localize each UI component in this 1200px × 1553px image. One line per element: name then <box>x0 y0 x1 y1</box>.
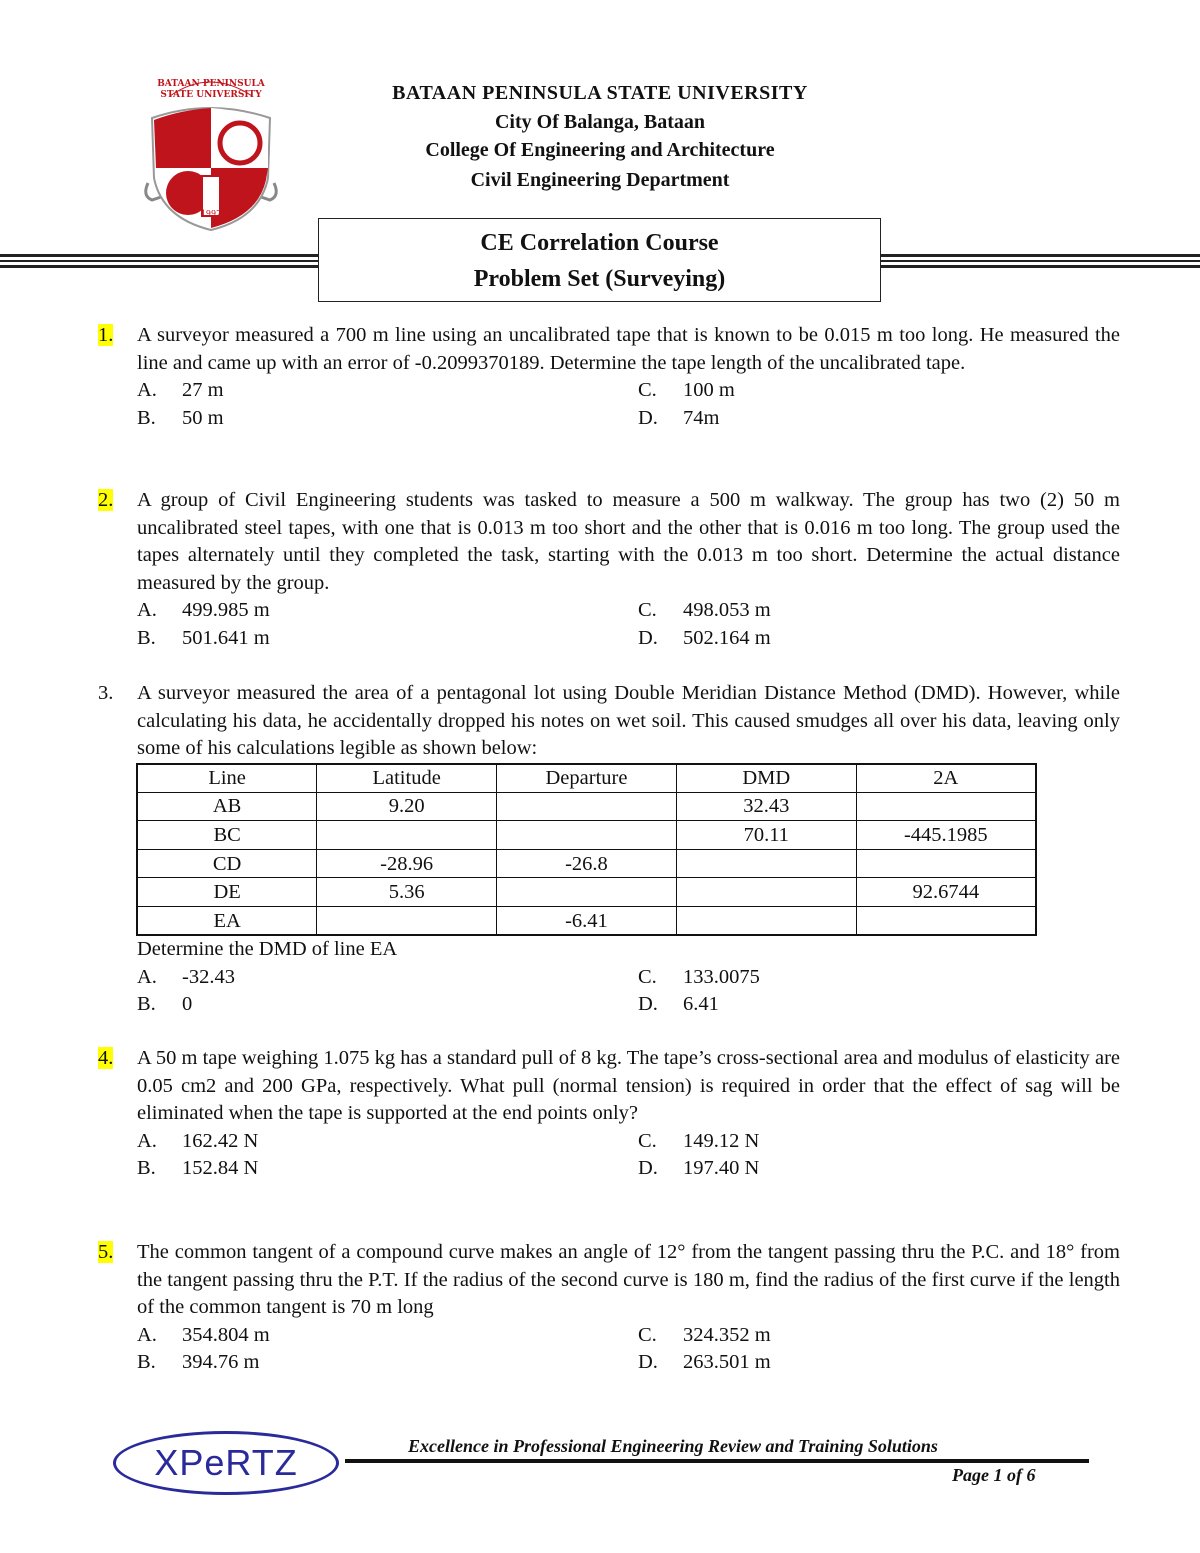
cell: 32.43 <box>676 792 856 821</box>
option-c[interactable]: C. 324.352 m <box>638 1323 771 1346</box>
header-cell: Latitude <box>317 764 497 793</box>
answer-options <box>137 1128 1120 1183</box>
cell: 5.36 <box>317 878 497 907</box>
question-text: A surveyor measured the area of a pentagonal lot using Double Meridian Distance Method (DMD). However, while calculating his data, he accidentally dropped his notes on wet soil. This caused smudges all over his data, leaving only some of his calculations legible as shown below: <box>137 682 1120 759</box>
question-1 <box>98 322 1120 432</box>
header-rule-right <box>881 254 1200 268</box>
university-logo <box>140 68 282 238</box>
header-cell: 2A <box>856 764 1036 793</box>
option-a[interactable]: A. -32.43 <box>137 965 235 988</box>
xpertz-logo: XPeRTZ <box>113 1431 339 1495</box>
cell <box>856 906 1036 935</box>
answer-options <box>137 377 1120 432</box>
option-b[interactable]: B. 501.641 m <box>137 626 270 649</box>
question-3 <box>98 680 1120 1019</box>
option-c[interactable]: C. 100 m <box>638 379 735 401</box>
answer-options <box>137 1322 1120 1377</box>
cell: -6.41 <box>497 906 677 935</box>
footer-tagline: Excellence in Professional Engineering Review and Training Solutions <box>408 1436 938 1456</box>
option-c[interactable]: C. 498.053 m <box>638 599 771 621</box>
table-row <box>137 878 1036 907</box>
cell: 92.6744 <box>856 878 1036 907</box>
header-cell: DMD <box>676 764 856 793</box>
option-a[interactable]: A. 354.804 m <box>137 1323 270 1346</box>
cell <box>497 878 677 907</box>
svg-text:BATAAN PENINSULA: BATAAN PENINSULA <box>157 79 265 89</box>
cell: DE <box>137 878 317 907</box>
cell: -26.8 <box>497 849 677 878</box>
cell <box>676 849 856 878</box>
cell <box>676 906 856 935</box>
cell: -28.96 <box>317 849 497 878</box>
cell <box>676 878 856 907</box>
question-number: 3. <box>98 682 114 704</box>
question-prompt: Determine the DMD of line EA <box>137 938 398 961</box>
cell: 9.20 <box>317 792 497 821</box>
option-d[interactable]: D. 74m <box>638 406 720 429</box>
option-d[interactable]: D. 502.164 m <box>638 626 771 649</box>
option-c[interactable]: C. 133.0075 <box>638 965 760 988</box>
cell: EA <box>137 906 317 935</box>
answer-options <box>137 964 1120 1019</box>
question-4 <box>98 1045 1120 1183</box>
cell <box>497 792 677 821</box>
question-number: 5. <box>98 1241 114 1263</box>
university-name: BATAAN PENINSULA STATE UNIVERSITY <box>392 82 808 104</box>
cell: AB <box>137 792 317 821</box>
question-text: The common tangent of a compound curve makes an angle of 12° from the tangent passing thru the P.C. and 18° from the tangent passing thru the P.T. If the radius of the second curve is 180 m, find the radius of the first curve if the length of the common tangent is 70 m long <box>137 1241 1120 1318</box>
question-text: A 50 m tape weighing 1.075 kg has a standard pull of 8 kg. The tape’s cross-sectional area and modulus of elasticity are 0.05 cm2 and 200 GPa, respectively. What pull (normal tension) is required in order that the effect of sag will be eliminated when the tape is supported at the end points only? <box>137 1047 1120 1124</box>
option-a[interactable]: A. 162.42 N <box>137 1129 259 1152</box>
header-cell: Departure <box>497 764 677 793</box>
footer-rule <box>345 1459 1089 1463</box>
option-c[interactable]: C. 149.12 N <box>638 1129 760 1152</box>
course-title: CE Correlation Course <box>480 230 719 256</box>
question-number: 1. <box>98 324 114 346</box>
svg-text:1997: 1997 <box>200 209 222 218</box>
option-d[interactable]: D. 197.40 N <box>638 1157 760 1179</box>
title-box <box>318 218 881 302</box>
table-row <box>137 849 1036 878</box>
table-header-row <box>137 764 1036 793</box>
problem-set-title: Problem Set (Surveying) <box>473 266 726 292</box>
question-text: A group of Civil Engineering students was tasked to measure a 500 m walkway. The group has two (2) 50 m uncalibrated steel tapes, with one that is 0.013 m too short and the other that is 0.016 m too long. The group used the tapes alternately until they completed the task, starting with the 0.013 m too short. Determine the actual distance measured by the group. <box>137 489 1120 594</box>
cell <box>317 821 497 850</box>
question-number: 2. <box>98 489 114 511</box>
question-5 <box>98 1239 1120 1377</box>
option-b[interactable]: B. 152.84 N <box>137 1157 259 1179</box>
cell <box>856 792 1036 821</box>
page-number: Page 1 of 6 <box>952 1465 1036 1485</box>
cell <box>856 849 1036 878</box>
table-row <box>137 906 1036 935</box>
option-a[interactable]: A. 27 m <box>137 379 224 401</box>
cell: CD <box>137 849 317 878</box>
header-rule-left <box>0 254 318 268</box>
option-b[interactable]: B. 0 <box>137 993 193 1016</box>
question-number: 4. <box>98 1047 114 1069</box>
cell: 70.11 <box>676 821 856 850</box>
svg-text:STATE UNIVERSITY: STATE UNIVERSITY <box>160 90 262 100</box>
option-b[interactable]: B. 50 m <box>137 406 224 429</box>
option-d[interactable]: D. 6.41 <box>638 993 719 1016</box>
question-text: A surveyor measured a 700 m line using an uncalibrated tape that is known to be 0.015 m too long. He measured the line and came up with an error of -0.2099370189. Determine the tape length of the uncalibrated tape. <box>137 324 1120 374</box>
question-2 <box>98 487 1120 652</box>
table-row <box>137 792 1036 821</box>
cell <box>317 906 497 935</box>
header-cell: Line <box>137 764 317 793</box>
college-name: College Of Engineering and Architecture <box>425 139 775 161</box>
cell <box>497 821 677 850</box>
answer-options <box>137 597 1120 652</box>
university-city: City Of Balanga, Bataan <box>494 111 706 133</box>
cell: BC <box>137 821 317 850</box>
department-name: Civil Engineering Department <box>470 169 730 191</box>
option-d[interactable]: D. 263.501 m <box>638 1351 771 1373</box>
cell: -445.1985 <box>856 821 1036 850</box>
table-row <box>137 821 1036 850</box>
dmd-table <box>136 763 1037 937</box>
option-a[interactable]: A. 499.985 m <box>137 599 270 621</box>
option-b[interactable]: B. 394.76 m <box>137 1351 260 1373</box>
